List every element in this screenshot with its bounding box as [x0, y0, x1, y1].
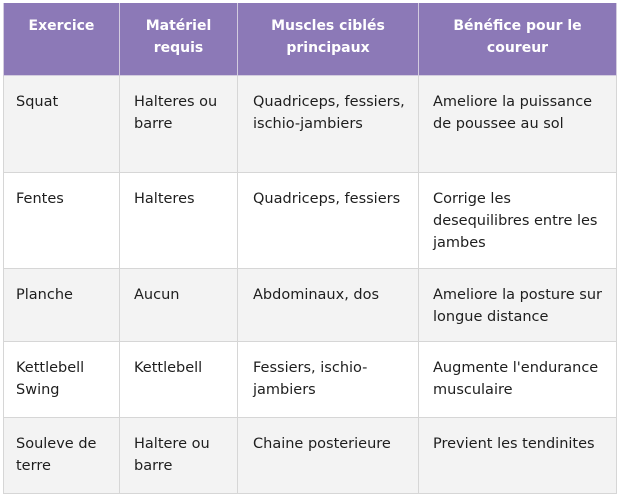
- header-materiel: Matériel requis: [120, 3, 238, 75]
- cell-benefice: Corrige les desequilibres entre les jambes: [419, 172, 617, 268]
- exercise-table-container: [3, 3, 616, 494]
- header-benefice: Bénéfice pour le coureur: [419, 3, 617, 75]
- cell-muscles: Chaine posterieure: [238, 417, 419, 493]
- table-row: [4, 75, 617, 172]
- table-row: [4, 172, 617, 268]
- cell-muscles: Fessiers, ischio-jambiers: [238, 341, 419, 417]
- cell-materiel: Kettlebell: [120, 341, 238, 417]
- header-muscles: Muscles ciblés principaux: [238, 3, 419, 75]
- cell-exercice: Planche: [4, 268, 120, 341]
- cell-exercice: Kettlebell Swing: [4, 341, 120, 417]
- cell-benefice: Ameliore la posture sur longue distance: [419, 268, 617, 341]
- cell-benefice: Ameliore la puissance de poussee au sol: [419, 75, 617, 172]
- header-exercice: Exercice: [4, 3, 120, 75]
- cell-exercice: Souleve de terre: [4, 417, 120, 493]
- cell-materiel: Halteres: [120, 172, 238, 268]
- table-row: [4, 417, 617, 493]
- cell-benefice: Augmente l'endurance musculaire: [419, 341, 617, 417]
- cell-exercice: Squat: [4, 75, 120, 172]
- table-row: [4, 268, 617, 341]
- cell-materiel: Aucun: [120, 268, 238, 341]
- header-row: [4, 3, 617, 75]
- table-body: [4, 75, 617, 493]
- cell-exercice: Fentes: [4, 172, 120, 268]
- cell-materiel: Haltere ou barre: [120, 417, 238, 493]
- cell-benefice: Previent les tendinites: [419, 417, 617, 493]
- cell-muscles: Quadriceps, fessiers: [238, 172, 419, 268]
- table-row: [4, 341, 617, 417]
- exercise-table: [3, 3, 617, 494]
- cell-materiel: Halteres ou barre: [120, 75, 238, 172]
- cell-muscles: Quadriceps, fessiers, ischio-jambiers: [238, 75, 419, 172]
- table-header: [4, 3, 617, 75]
- cell-muscles: Abdominaux, dos: [238, 268, 419, 341]
